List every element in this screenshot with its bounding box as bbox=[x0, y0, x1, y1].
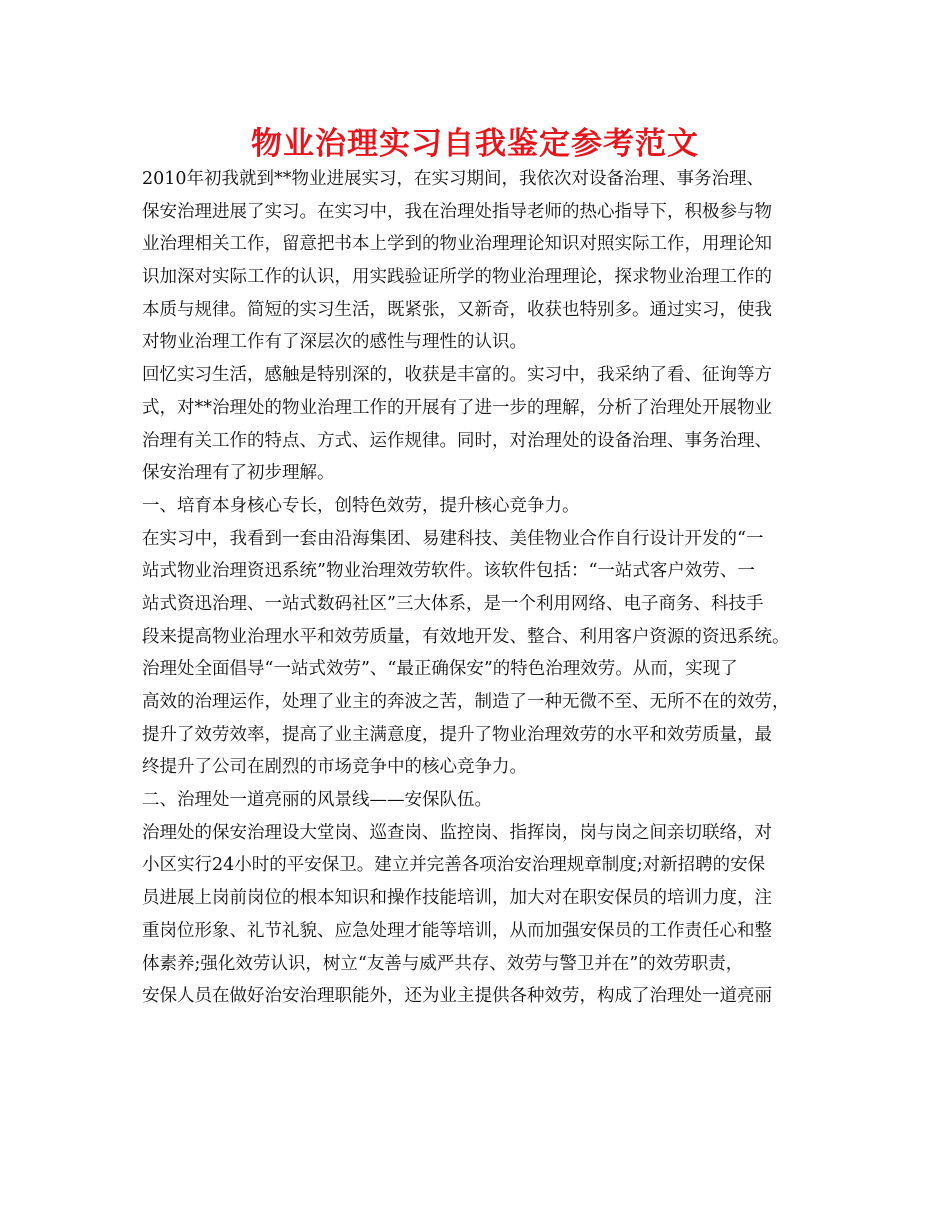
body-line: 识加深对实际工作的认识，用实践验证所学的物业治理理论，探求物业治理工作的 bbox=[142, 267, 772, 288]
body-line: 保安治理进展了实习。在实习中，我在治理处指导老师的热心指导下，积极参与物 bbox=[142, 201, 772, 222]
body-line: 员进展上岗前岗位的根本知识和操作技能培训，加大对在职安保员的培训力度，注 bbox=[142, 888, 772, 909]
body-line: 保安治理有了初步理解。 bbox=[142, 463, 335, 484]
body-line: 段来提高物业治理水平和效劳质量，有效地开发、整合、利用客户资源的资迅系统。 bbox=[142, 626, 790, 647]
body-line: 终提升了公司在剧烈的市场竞争中的核心竞争力。 bbox=[142, 757, 527, 778]
document-body bbox=[142, 163, 832, 1013]
body-line: 高效的治理运作，处理了业主的奔波之苦，制造了一种无微不至、无所不在的效劳， bbox=[142, 692, 790, 712]
body-line: 治理有关工作的特点、方式、运作规律。同时，对治理处的设备治理、事务治理、 bbox=[142, 430, 772, 451]
body-line: 式，对**治理处的物业治理工作的开展有了进一步的理解，分析了治理处开展物业 bbox=[142, 397, 772, 418]
body-line: 回忆实习生活，感触是特别深的，收获是丰富的。实习中，我采纳了看、征询等方 bbox=[142, 365, 772, 386]
body-line: 本质与规律。简短的实习生活，既紧张，又新奇，收获也特别多。通过实习，使我 bbox=[142, 299, 772, 320]
body-line: 体素养;强化效劳认识，树立“友善与威严共存、效劳与警卫并在”的效劳职责， bbox=[142, 953, 744, 974]
body-line: 在实习中，我看到一套由沿海集团、易建科技、美佳物业合作自行设计开发的“一 bbox=[142, 528, 764, 549]
body-line: 重岗位形象、礼节礼貌、应急处理才能等培训，从而加强安保员的工作责任心和整 bbox=[142, 920, 772, 941]
body-line: 治理处的保安治理设大堂岗、巡查岗、监控岗、指挥岗，岗与岗之间亲切联络，对 bbox=[142, 822, 772, 843]
body-line: 站式物业治理资迅系统”物业治理效劳软件。该软件包括：“一站式客户效劳、一 bbox=[142, 561, 755, 582]
body-line: 业治理相关工作，留意把书本上学到的物业治理理论知识对照实际工作，用理论知 bbox=[142, 234, 772, 255]
section-heading-1: 一、培育本身核心专长，创特色效劳，提升核心竞争力。 bbox=[142, 495, 580, 516]
section-heading-2: 二、治理处一道亮丽的风景线——安保队伍。 bbox=[142, 790, 492, 811]
body-line: 提升了效劳效率，提高了业主满意度，提升了物业治理效劳的水平和效劳质量，最 bbox=[142, 724, 772, 745]
body-line: 治理处全面倡导“一站式效劳”、“最正确保安”的特色治理效劳。从而，实现了 bbox=[142, 659, 738, 680]
body-line: 对物业治理工作有了深层次的感性与理性的认识。 bbox=[142, 332, 527, 353]
body-line: 站式资迅治理、一站式数码社区”三大体系，是一个利用网络、电子商务、科技手 bbox=[142, 593, 764, 614]
body-line: 2010年初我就到**物业进展实习，在实习期间，我依次对设备治理、事务治理、 bbox=[142, 169, 765, 189]
body-line: 安保人员在做好治安治理职能外，还为业主提供各种效劳，构成了治理处一道亮丽 bbox=[142, 986, 772, 1007]
body-line: 小区实行24小时的平安保卫。建立并完善各项治安治理规章制度;对新招聘的安保 bbox=[142, 855, 766, 876]
document-title: 物业治理实习自我鉴定参考范文 bbox=[251, 126, 699, 162]
